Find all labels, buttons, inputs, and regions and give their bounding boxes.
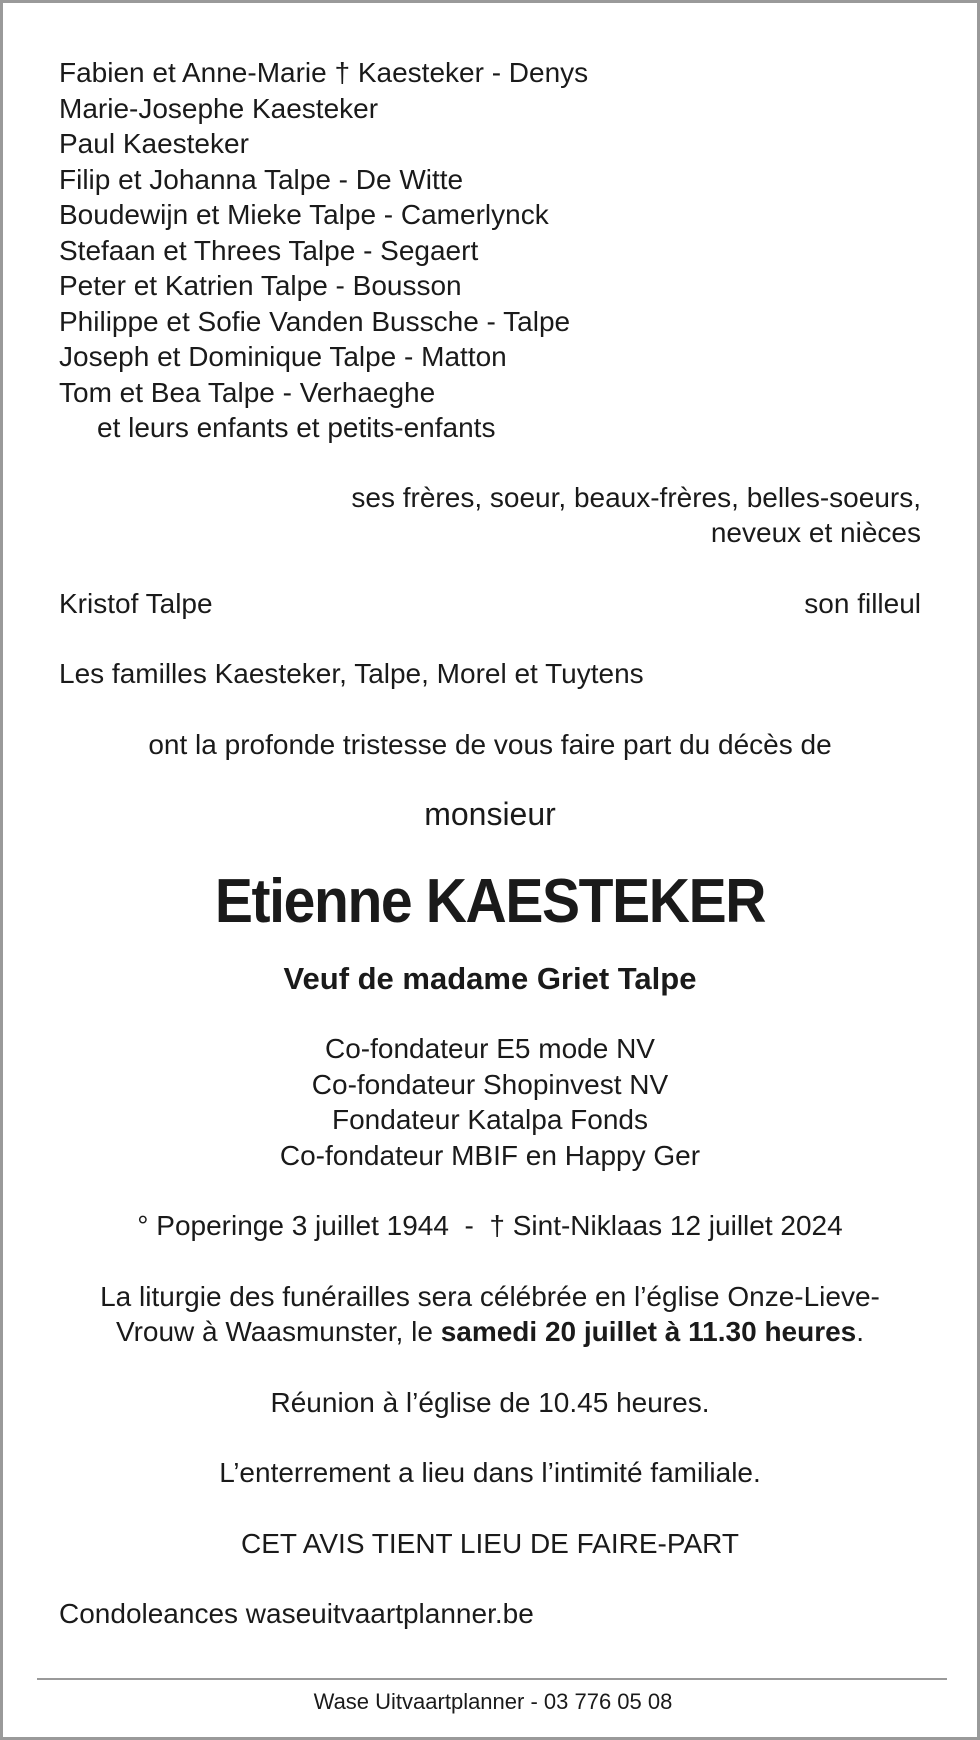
family-member-line: Boudewijn et Mieke Talpe - Camerlynck	[59, 199, 549, 230]
notice-line: CET AVIS TIENT LIEU DE FAIRE-PART	[241, 1527, 739, 1559]
footer-divider	[37, 1678, 947, 1680]
obituary-body	[59, 55, 921, 1632]
godson-row	[59, 586, 921, 622]
families-line: Les familles Kaesteker, Talpe, Morel et Tuytens	[59, 658, 644, 689]
family-list	[59, 55, 921, 446]
liturgy-line-2	[59, 1314, 921, 1350]
family-member-line: Filip et Johanna Talpe - De Witte	[59, 163, 464, 195]
deceased-name: Etienne KAESTEKER	[214, 866, 766, 936]
role-line: Co-fondateur E5 mode NV	[325, 1033, 655, 1064]
honorific: monsieur	[424, 796, 556, 832]
liturgy-info	[59, 1279, 921, 1350]
godson-name: Kristof Talpe	[59, 587, 213, 619]
family-member-line: Paul Kaesteker	[59, 128, 249, 159]
reunion-info: Réunion à l’église de 10.45 heures.	[270, 1386, 710, 1418]
burial-info: L’enterrement a lieu dans l’intimité familiale.	[219, 1457, 761, 1488]
family-member-line: Peter et Katrien Talpe - Bousson	[59, 270, 462, 301]
family-member-line: Fabien et Anne-Marie † Kaesteker - Denys	[59, 57, 589, 88]
family-member-line: Stefaan et Threes Talpe - Segaert	[59, 234, 479, 266]
widow-line: Veuf de madame Griet Talpe	[283, 960, 697, 996]
liturgy-datetime: samedi 20 juillet à 11.30 heures	[440, 1316, 857, 1347]
role-line: Co-fondateur Shopinvest NV	[311, 1068, 669, 1100]
role-line: Co-fondateur MBIF en Happy Ger	[279, 1139, 701, 1171]
roles-list	[59, 1031, 921, 1173]
life-dates: ° Poperinge 3 juillet 1944 - † Sint-Niklaas 12 juillet 2024	[137, 1210, 843, 1241]
family-member-line: Tom et Bea Talpe - Verhaeghe	[59, 376, 436, 408]
relatives-role	[59, 480, 921, 551]
condolences-line: Condoleances waseuitvaartplanner.be	[59, 1598, 534, 1629]
family-member-line: Joseph et Dominique Talpe - Matton	[59, 341, 507, 372]
liturgy-period: .	[856, 1316, 865, 1347]
liturgy-line-1: La liturgie des funérailles sera célébrée en l’église Onze-Lieve-	[100, 1280, 880, 1312]
relatives-role-line-1: ses frères, soeur, beaux-frères, belles-soeurs,	[351, 481, 921, 513]
role-line: Fondateur Katalpa Fonds	[332, 1104, 648, 1135]
liturgy-location: Vrouw à Waasmunster, le	[115, 1316, 441, 1347]
godson-role: son filleul	[804, 587, 921, 619]
announcement: ont la profonde tristesse de vous faire part du décès de	[148, 728, 832, 760]
family-member-line: Marie-Josephe Kaesteker	[59, 92, 379, 124]
family-member-line: Philippe et Sofie Vanden Bussche - Talpe	[59, 305, 571, 337]
relatives-role-line-2: neveux et nièces	[710, 517, 921, 548]
footer-publisher: Wase Uitvaartplanner - 03 776 05 08	[313, 1689, 673, 1714]
family-descendants: et leurs enfants et petits-enfants	[97, 412, 496, 443]
